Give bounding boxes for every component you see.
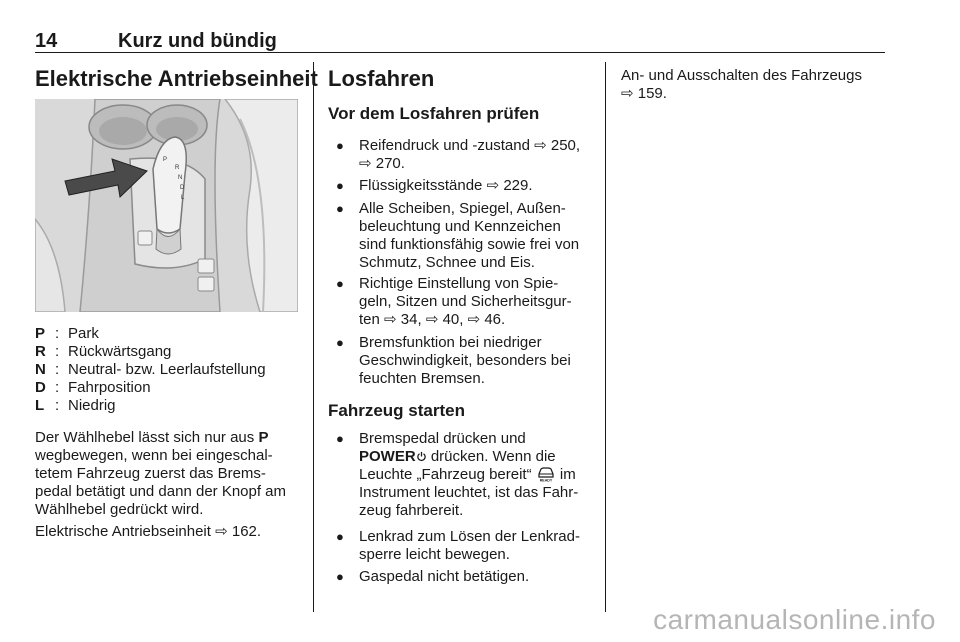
legend-sep: : xyxy=(55,343,60,360)
ready-car-icon xyxy=(536,466,556,482)
page-ref-arrow-icon: ⇨ xyxy=(467,311,481,328)
gear-selector-illustration xyxy=(35,99,298,312)
section-heading-losfahren: Losfahren xyxy=(328,66,435,91)
legend-key: P xyxy=(35,325,46,342)
watermark: carmanualsonline.info xyxy=(653,604,936,635)
list-item xyxy=(336,200,598,272)
page-ref[interactable]: 229. xyxy=(503,177,533,194)
gear-label-l: L xyxy=(181,195,185,201)
column-divider-left xyxy=(313,62,314,612)
item-line: Lenkrad zum Lösen der Lenkrad- xyxy=(359,528,580,545)
gear-label-n: N xyxy=(178,175,183,181)
list-item xyxy=(336,334,598,388)
para-line: wegbewegen, wenn bei eingeschal- xyxy=(35,447,273,464)
item-line: Bremspedal drücken und xyxy=(359,430,526,447)
gear-p-ref: P xyxy=(258,429,269,446)
list-item xyxy=(336,568,598,586)
column-divider-right xyxy=(605,62,606,612)
page-ref-arrow-icon: ⇨ xyxy=(621,85,634,102)
bullet-icon: ● xyxy=(336,335,344,350)
item-line: beleuchtung und Kennzeichen xyxy=(359,218,561,235)
legend-sep: : xyxy=(55,325,60,342)
item-line: Bremsfunktion bei niedriger xyxy=(359,334,542,351)
legend-key: D xyxy=(35,379,46,396)
bullet-icon: ● xyxy=(336,201,344,216)
page-ref-arrow-icon: ⇨ xyxy=(534,137,547,154)
legend-value: Niedrig xyxy=(68,397,116,414)
page-ref[interactable]: 270. xyxy=(375,155,405,172)
power-icon xyxy=(416,451,427,462)
page-ref[interactable]: 34, xyxy=(400,311,422,328)
subheading-before-driving: Vor dem Losfahren prüfen xyxy=(328,104,540,123)
item-line: Geschwindigkeit, besonders bei xyxy=(359,352,571,369)
bullet-icon: ● xyxy=(336,178,344,193)
reference-page: 162. xyxy=(231,523,262,540)
ready-label: READY xyxy=(539,478,553,482)
item-line: zeug fahrbereit. xyxy=(359,502,464,519)
page-ref-arrow-icon: ⇨ xyxy=(215,523,228,540)
item-line: sperre leicht bewegen. xyxy=(359,546,510,563)
legend-sep: : xyxy=(55,397,60,414)
page-ref[interactable]: 46. xyxy=(484,311,506,328)
legend-key: R xyxy=(35,343,46,360)
header-rule xyxy=(35,52,885,53)
list-item xyxy=(336,177,598,195)
list-item xyxy=(336,137,598,173)
bullet-icon: ● xyxy=(336,138,344,153)
selector-paragraph xyxy=(35,429,305,519)
legend-sep: : xyxy=(55,379,60,396)
item-line: Richtige Einstellung von Spie- xyxy=(359,275,559,292)
item-text: Flüssigkeitsstände xyxy=(359,177,483,194)
vehicle-on-off-reference[interactable] xyxy=(621,67,891,103)
legend-value: Fahrposition xyxy=(68,379,151,396)
chapter-title: Kurz und bündig xyxy=(118,30,277,52)
list-item xyxy=(336,275,598,329)
bullet-icon: ● xyxy=(336,569,344,584)
section-heading-drive-unit: Elektrische Antriebseinheit xyxy=(35,66,318,91)
item-text: drücken. Wenn die xyxy=(426,448,556,465)
item-line: Instrument leuchtet, ist das Fahr- xyxy=(359,484,579,501)
item-line: Gaspedal nicht betätigen. xyxy=(359,568,530,585)
item-text: Leuchte „Fahrzeug bereit“ xyxy=(359,466,536,483)
gear-label-p: P xyxy=(163,157,168,163)
bullet-icon: ● xyxy=(336,529,344,544)
para-text: Der Wählhebel lässt sich nur aus xyxy=(35,429,259,446)
item-text: Reifendruck und -zustand xyxy=(359,137,530,154)
gear-legend xyxy=(35,325,305,417)
item-line: sind funktionsfähig sowie frei von xyxy=(359,236,580,253)
para-line: tetem Fahrzeug zuerst das Brems- xyxy=(35,465,266,482)
bullet-icon: ● xyxy=(336,276,344,291)
reference-text: An- und Ausschalten des Fahrzeugs xyxy=(621,67,862,84)
power-button-label: POWER xyxy=(359,448,416,465)
item-line: feuchten Bremsen. xyxy=(359,370,485,387)
gear-label-r: R xyxy=(175,165,180,171)
para-line: Wählhebel gedrückt wird. xyxy=(35,501,204,518)
para-line: pedal betätigt und dann der Knopf am xyxy=(35,483,287,500)
legend-value: Neutral- bzw. Leerlaufstellung xyxy=(68,361,266,378)
subheading-start-vehicle: Fahrzeug starten xyxy=(328,401,465,420)
item-text: im xyxy=(555,466,576,483)
legend-value: Park xyxy=(68,325,99,342)
legend-value: Rückwärtsgang xyxy=(68,343,172,360)
page-ref[interactable]: 250, xyxy=(550,137,581,154)
list-item xyxy=(336,528,598,564)
item-line: geln, Sitzen und Sicherheitsgur- xyxy=(359,293,572,310)
legend-key: N xyxy=(35,361,46,378)
reference-text: Elektrische Antriebseinheit xyxy=(35,523,211,540)
page-ref-arrow-icon: ⇨ xyxy=(359,155,372,172)
page-number: 14 xyxy=(35,30,58,52)
page-ref-arrow-icon: ⇨ xyxy=(486,177,500,194)
item-text: ten xyxy=(359,311,380,328)
gear-label-d: D xyxy=(180,185,185,191)
page-ref[interactable]: 40, xyxy=(442,311,464,328)
page-ref-arrow-icon: ⇨ xyxy=(425,311,439,328)
bullet-icon: ● xyxy=(336,431,344,446)
item-line: Alle Scheiben, Spiegel, Außen- xyxy=(359,200,566,217)
legend-key: L xyxy=(35,397,45,414)
list-item xyxy=(336,430,598,520)
item-line: Schmutz, Schnee und Eis. xyxy=(359,254,535,271)
page-ref-arrow-icon: ⇨ xyxy=(384,311,397,328)
drive-unit-reference[interactable] xyxy=(35,523,261,541)
reference-page: 159. xyxy=(637,85,667,102)
legend-sep: : xyxy=(55,361,60,378)
